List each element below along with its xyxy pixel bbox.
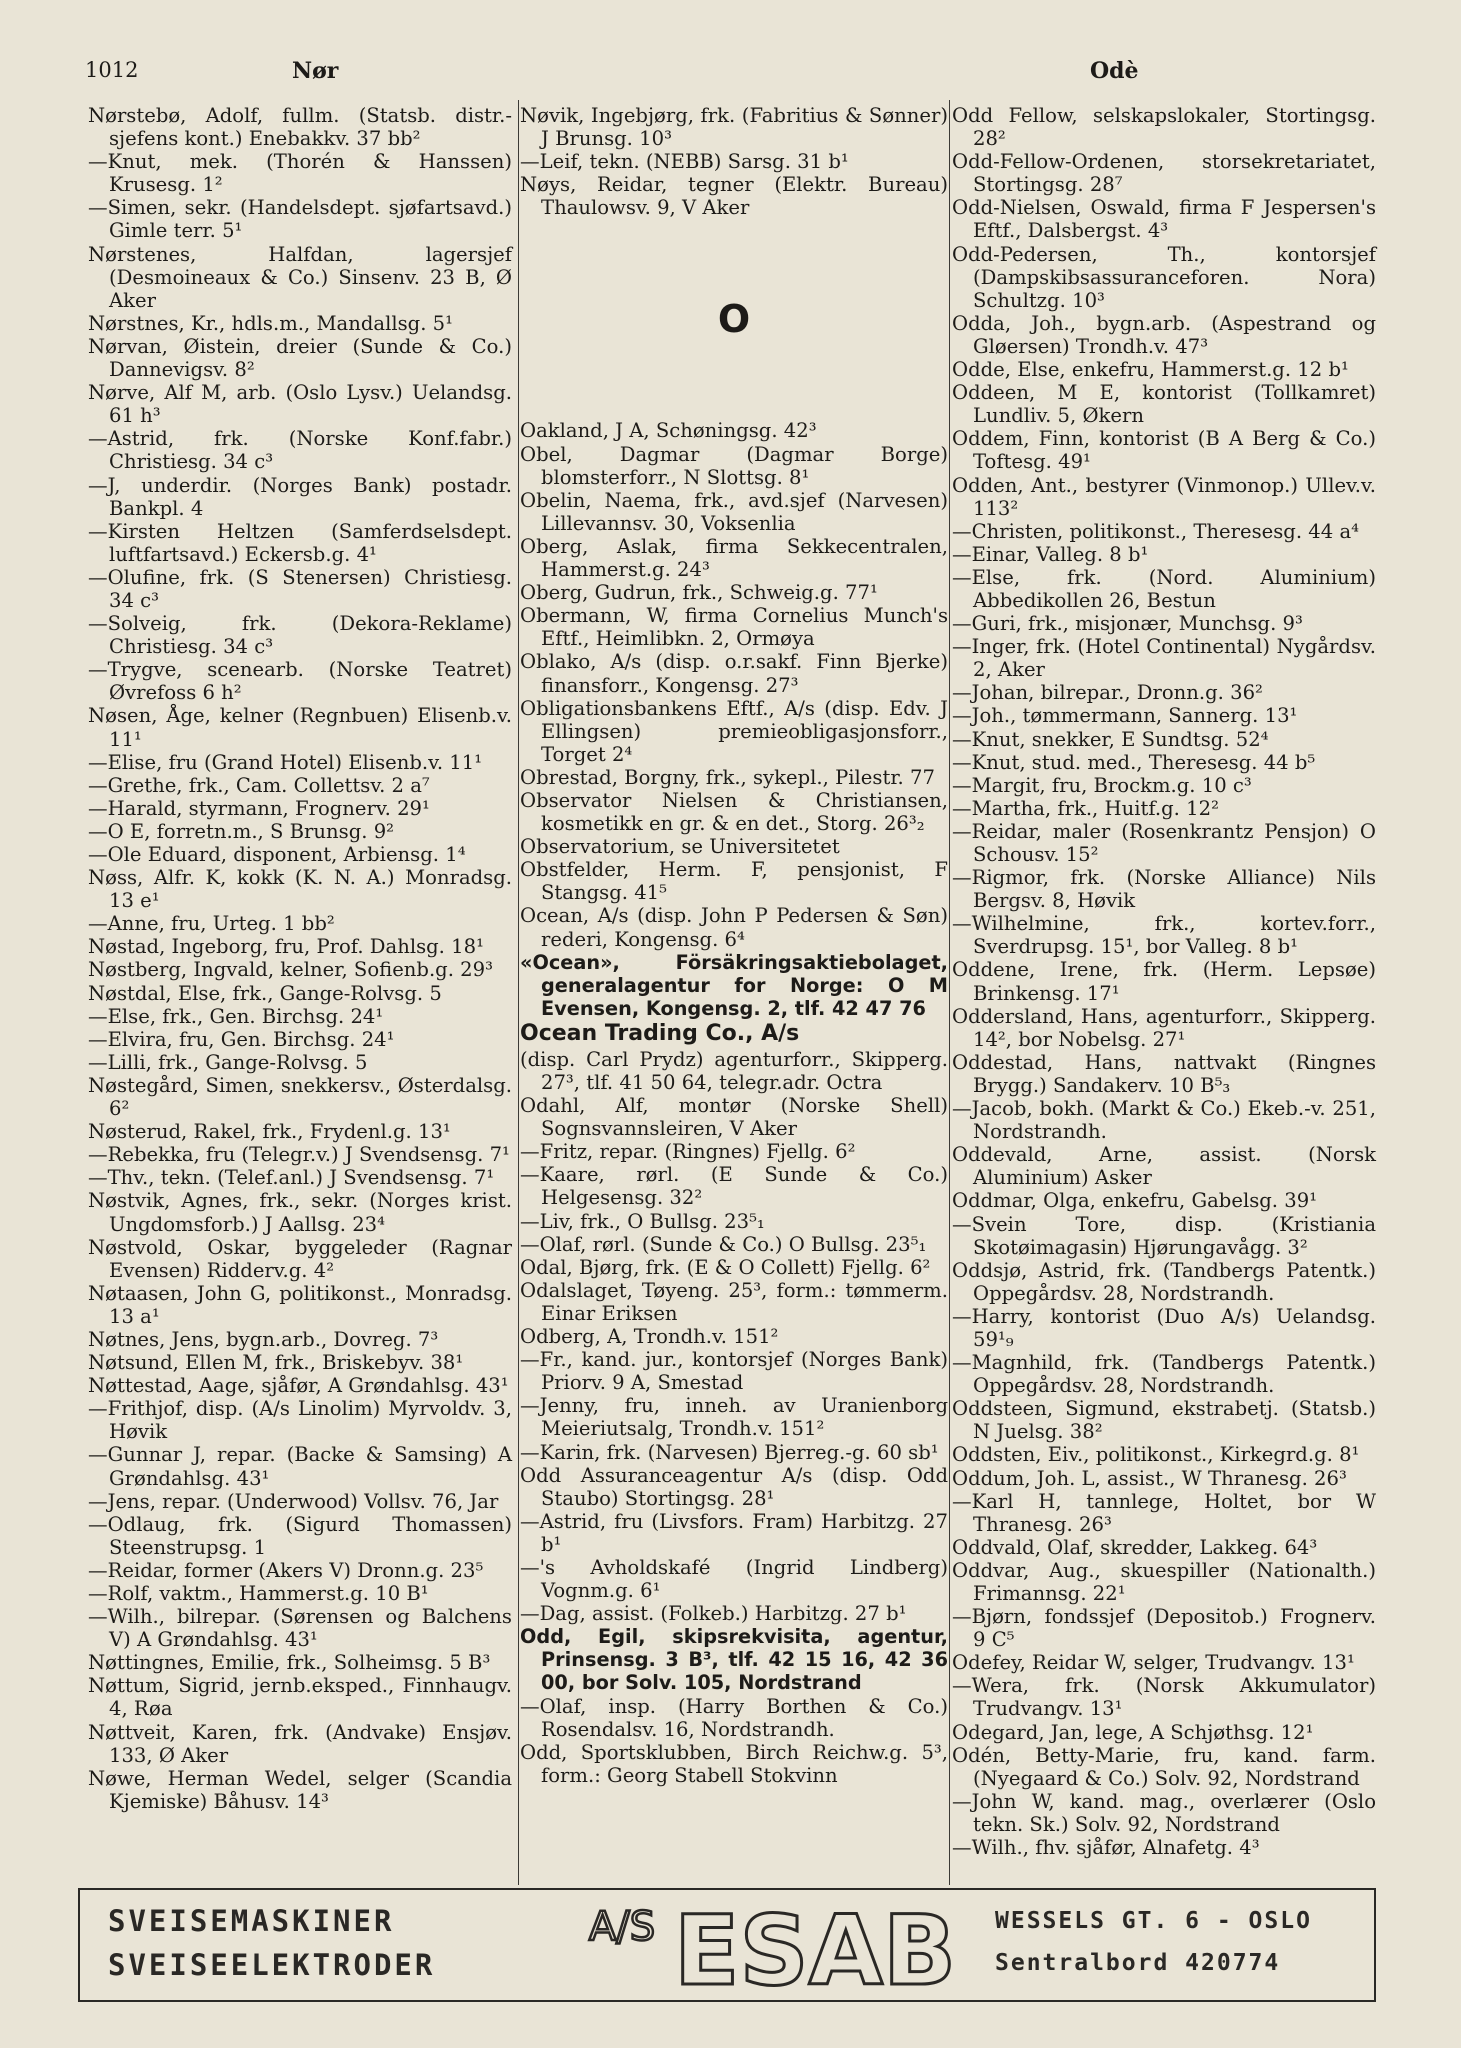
directory-entry: Obel, Dagmar (Dagmar Borge) blomsterforr., N Slottsg. 8¹: [520, 442, 948, 489]
directory-entry: Observator Nielsen & Christiansen, kosmetikk en gr. & en det., Storg. 26³₂: [520, 788, 948, 836]
directory-entry: Nøss, Alfr. K, kokk (K. N. A.) Monradsg. 13 e¹: [88, 866, 512, 913]
column-divider: [518, 100, 519, 1885]
directory-entry: —Rolf, vaktm., Hammerst.g. 10 B¹: [88, 1582, 429, 1605]
directory-entry: —Else, frk., Gen. Birchsg. 24¹: [88, 1004, 384, 1028]
directory-entry: —Thv., tekn. (Telef.anl.) J Svendsensg. 7¹: [88, 1166, 495, 1190]
page-number: 1012: [85, 58, 139, 82]
directory-entry: Ocean, A/s (disp. John P Pedersen & Søn) rederi, Kongensg. 6⁴: [520, 904, 948, 951]
section-letter: O: [717, 297, 751, 342]
directory-entry: —Wilh., fhv. sjåfør, Alnafetg. 4³: [952, 1836, 1260, 1860]
directory-entry: —Karl H, tannlege, Holtet, bor W Thranesg. 26³: [952, 1489, 1376, 1536]
directory-entry: —Elise, fru (Grand Hotel) Elisenb.v. 11¹: [88, 750, 483, 774]
directory-entry: Odegard, Jan, lege, A Schjøthsg. 12¹: [952, 1720, 1314, 1744]
directory-entry: Oddsjø, Astrid, frk. (Tandbergs Patentk.) Oppegårdsv. 28, Nordstrandh.: [952, 1258, 1376, 1305]
directory-entry: —Astrid, fru (Livsfors. Fram) Harbitzg. 27 b¹: [520, 1509, 948, 1556]
directory-entry: Nøys, Reidar, tegner (Elektr. Bureau) Thaulowsv. 9, V Aker: [520, 173, 948, 220]
directory-entry: Nøttestad, Aage, sjåfør, A Grøndahlsg. 43¹: [88, 1374, 509, 1398]
directory-entry: —Leif, tekn. (NEBB) Sarsg. 31 b¹: [520, 150, 849, 174]
directory-entry: —Wera, frk. (Norsk Akkumulator) Trudvangv. 13¹: [952, 1674, 1376, 1721]
directory-entry: —Harald, styrmann, Frognerv. 29¹: [88, 796, 430, 820]
directory-entry: —Astrid, frk. (Norske Konf.fabr.) Christiesg. 34 c³: [88, 427, 512, 474]
directory-entry: Odal, Bjørg, frk. (E & O Collett) Fjellg. 6²: [520, 1255, 931, 1279]
directory-entry: Nørve, Alf M, arb. (Oslo Lysv.) Uelandsg. 61 h³: [88, 381, 512, 428]
directory-entry: —Rigmor, frk. (Norske Alliance) Nils Bergsv. 8, Høvik: [952, 866, 1376, 913]
directory-entry: —Frithjof, disp. (A/s Linolim) Myrvoldv. 3, Høvik: [88, 1397, 512, 1444]
directory-entry: Obligationsbankens Eftf., A/s (disp. Edv. J Ellingsen) premieobligasjonsforr., Torget 2⁴: [520, 696, 948, 766]
directory-entry: —Johan, bilrepar., Dronn.g. 36²: [952, 681, 1263, 705]
directory-entry: Odda, Joh., bygn.arb. (Aspestrand og Gløersen) Trondh.v. 47³: [952, 311, 1376, 358]
directory-entry: —Svein Tore, disp. (Kristiania Skotøimagasin) Hjørungavågg. 3²: [952, 1212, 1376, 1259]
page-header: [0, 58, 1461, 92]
directory-entry: —Elvira, fru, Gen. Birchsg. 24¹: [88, 1027, 395, 1051]
advertisement-banner: [78, 1888, 1376, 2002]
directory-entry: Odden, Ant., bestyrer (Vinmonop.) Ullev.v. 113²: [952, 473, 1376, 520]
directory-entry: Nøttum, Sigrid, jernb.eksped., Finnhaugv. 4, Røa: [88, 1674, 512, 1721]
directory-entry: Nøsen, Åge, kelner (Regnbuen) Elisenb.v. 11¹: [88, 704, 512, 751]
ad-phone: Sentralbord 420774: [995, 1950, 1281, 1976]
directory-entry: —'s Avholdskafé (Ingrid Lindberg) Vognm.g. 6¹: [520, 1555, 948, 1603]
directory-entry: —Reidar, maler (Rosenkrantz Pensjon) O Schousv. 15²: [952, 819, 1376, 866]
directory-entry: Odberg, A, Trondh.v. 151²: [520, 1325, 779, 1349]
directory-entry: Odén, Betty-Marie, fru, kand. farm. (Nyegaard & Co.) Solv. 92, Nordstrand: [952, 1743, 1376, 1790]
directory-entry: Oakland, J A, Schøningsg. 42³: [520, 419, 817, 443]
directory-entry: —Bjørn, fondssjef (Depositob.) Frognerv. 9 C⁵: [952, 1605, 1376, 1652]
directory-entry: —Jacob, bokh. (Markt & Co.) Ekeb.-v. 251, Nordstrandh.: [952, 1097, 1376, 1144]
directory-entry: Nøsterud, Rakel, frk., Frydenl.g. 13¹: [88, 1120, 451, 1144]
directory-entry: Nøstberg, Ingvald, kelner, Sofienb.g. 29³: [88, 958, 493, 982]
ad-address: WESSELS GT. 6 - OSLO: [995, 1908, 1312, 1934]
directory-entry: Obstfelder, Herm. F, pensjonist, F Stangsg. 41⁵: [520, 858, 948, 905]
directory-entry: «Ocean», Försäkringsaktiebolaget, generalagentur for Norge: O M Evensen, Kongensg. 2, tlf. 42 47 76: [520, 950, 948, 1020]
directory-entry: —Margit, fru, Brockm.g. 10 c³: [952, 773, 1252, 797]
directory-entry: Odefey, Reidar W, selger, Trudvangv. 13¹: [952, 1651, 1355, 1675]
directory-entry: Nøstad, Ingeborg, fru, Prof. Dahlsg. 18¹: [88, 935, 484, 959]
column-1: [88, 104, 512, 1813]
directory-entry: —Odlaug, frk. (Sigurd Thomassen) Steenstrupsg. 1: [88, 1512, 512, 1559]
directory-entry: Odd-Nielsen, Oswald, firma F Jespersen's Eftf., Dalsbergst. 4³: [952, 196, 1376, 243]
directory-entry: —Wilh., bilrepar. (Sørensen og Balchens V) A Grøndahlsg. 43¹: [88, 1605, 512, 1652]
directory-entry: Oddvald, Olaf, skredder, Lakkeg. 64³: [952, 1535, 1318, 1559]
directory-entry: Oberg, Gudrun, frk., Schweig.g. 77¹: [520, 581, 878, 605]
directory-entry: Odd Fellow, selskapslokaler, Stortingsg. 28²: [952, 104, 1376, 151]
directory-entry: —Fritz, repar. (Ringnes) Fjellg. 6²: [520, 1140, 856, 1164]
directory-entry: Oddeen, M E, kontorist (Tollkamret) Lundliv. 5, Økern: [952, 381, 1376, 428]
directory-entry: Odd-Pedersen, Th., kontorsjef (Dampskibsassuranceforen. Nora) Schultzg. 10³: [952, 242, 1376, 312]
directory-entry: —Rebekka, fru (Telegr.v.) J Svendsensg. 7¹: [88, 1143, 510, 1167]
directory-entry: Ocean Trading Co., A/s: [520, 1020, 800, 1046]
directory-entry: Oddsteen, Sigmund, ekstrabetj. (Statsb.) N Juelsg. 38²: [952, 1397, 1376, 1444]
directory-entry: —Lilli, frk., Gange-Rolvsg. 5: [88, 1050, 368, 1074]
directory-entry: Nøstdal, Else, frk., Gange-Rolvsg. 5: [88, 981, 442, 1005]
column-divider: [949, 100, 950, 1885]
right-guide-word: Odè: [1090, 58, 1139, 84]
directory-entry: —Anne, fru, Urteg. 1 bb²: [88, 912, 335, 936]
directory-entry: —Simen, sekr. (Handelsdept. sjøfartsavd.) Gimle terr. 5¹: [88, 196, 512, 243]
directory-entry: Nøttingnes, Emilie, frk., Solheimsg. 5 B³: [88, 1651, 491, 1675]
directory-entry: —Martha, frk., Huitf.g. 12²: [952, 796, 1219, 820]
ad-text-welding-machines: SVEISEMASKINER: [108, 1904, 395, 1938]
directory-entry: Nøtnes, Jens, bygn.arb., Dovreg. 7³: [88, 1327, 439, 1351]
directory-entry: —Ole Eduard, disponent, Arbiensg. 1⁴: [88, 843, 466, 866]
directory-entry: —Christen, politikonst., Theresesg. 44 a⁴: [952, 519, 1360, 543]
directory-entry: —Inger, frk. (Hotel Continental) Nygårdsv. 2, Aker: [952, 635, 1376, 682]
directory-entry: —Magnhild, frk. (Tandbergs Patentk.) Oppegårdsv. 28, Nordstrandh.: [952, 1351, 1376, 1398]
directory-entry: —John W, kand. mag., overlærer (Oslo tekn. Sk.) Solv. 92, Nordstrand: [952, 1789, 1376, 1836]
logo-prefix: A/S: [588, 1904, 656, 1950]
directory-entry: —Solveig, frk. (Dekora-Reklame) Christiesg. 34 c³: [88, 612, 512, 659]
directory-entry: Odd Assuranceagentur A/s (disp. Odd Staubo) Stortingsg. 28¹: [520, 1463, 948, 1510]
directory-entry: —O E, forretn.m., S Brunsg. 9²: [88, 819, 395, 843]
directory-entry: —Grethe, frk., Cam. Collettsv. 2 a⁷: [88, 773, 430, 797]
directory-entry: Odd, Egil, skipsrekvisita, agentur, Prinsensg. 3 B³, tlf. 42 15 16, 42 36 00, bor Solv. 105, Nordstrand: [520, 1625, 948, 1695]
directory-entry: —Kaare, rørl. (E Sunde & Co.) Helgesensg. 32²: [520, 1163, 948, 1210]
directory-entry: —Olaf, rørl. (Sunde & Co.) O Bullsg. 23⁵₁: [520, 1232, 927, 1256]
directory-entry: —Olaf, insp. (Harry Borthen & Co.) Rosendalsv. 16, Nordstrandh.: [520, 1694, 948, 1741]
directory-entry: Oberg, Aslak, firma Sekkecentralen, Hammerst.g. 24³: [520, 534, 948, 582]
directory-entry: Odalslaget, Tøyeng. 25³, form.: tømmerm. Einar Eriksen: [520, 1278, 948, 1325]
directory-entry: —Jens, repar. (Underwood) Vollsv. 76, Jar: [88, 1489, 499, 1513]
directory-entry: —Reidar, former (Akers V) Dronn.g. 23⁵: [88, 1558, 484, 1582]
directory-entry: —Kirsten Heltzen (Samferdselsdept. luftfartsavd.) Eckersb.g. 4¹: [88, 519, 512, 566]
directory-entry: Odde, Else, enkefru, Hammerst.g. 12 b¹: [952, 358, 1349, 382]
directory-entry: Nørvan, Øistein, dreier (Sunde & Co.) Dannevigsv. 8²: [88, 334, 512, 382]
directory-entry: (disp. Carl Prydz) agenturforr., Skipperg. 27³, tlf. 41 50 64, telegr.adr. Octra: [520, 1047, 948, 1094]
directory-entry: Nøwe, Herman Wedel, selger (Scandia Kjemiske) Båhusv. 14³: [88, 1766, 512, 1813]
directory-entry: Odd, Sportsklubben, Birch Reichw.g. 5³, form.: Georg Stabell Stokvinn: [520, 1740, 948, 1787]
left-guide-word: Nør: [292, 58, 339, 84]
directory-entry: Observatorium, se Universitetet: [520, 835, 840, 859]
directory-entry: —Else, frk. (Nord. Aluminium) Abbedikollen 26, Bestun: [952, 565, 1376, 612]
directory-entry: Nøstegård, Simen, snekkersv., Østerdalsg. 6²: [88, 1073, 512, 1121]
directory-entry: Nøstvik, Agnes, frk., sekr. (Norges krist. Ungdomsforb.) J Aallsg. 23⁴: [88, 1189, 512, 1236]
directory-entry: Odd-Fellow-Ordenen, storsekretariatet, Stortingsg. 28⁷: [952, 150, 1376, 197]
directory-entry: —Wilhelmine, frk., kortev.forr., Sverdrupsg. 15¹, bor Valleg. 8 b¹: [952, 912, 1376, 959]
directory-entry: Nørstebø, Adolf, fullm. (Statsb. distr.-sjefens kont.) Enebakkv. 37 bb²: [88, 104, 512, 151]
directory-entry: —Knut, snekker, E Sundtsg. 52⁴: [952, 727, 1269, 751]
directory-entry: Oddersland, Hans, agenturforr., Skipperg. 14², bor Nobelsg. 27¹: [952, 1004, 1376, 1051]
directory-entry: —Harry, kontorist (Duo A/s) Uelandsg. 59¹₉: [952, 1304, 1376, 1351]
directory-entry: —Trygve, scenearb. (Norske Teatret) Øvrefoss 6 h²: [88, 658, 512, 705]
directory-entry: —Gunnar J, repar. (Backe & Samsing) A Grøndahlsg. 43¹: [88, 1443, 512, 1490]
directory-entry: Nøtaasen, John G, politikonst., Monradsg. 13 a¹: [88, 1281, 512, 1328]
directory-entry: Oddem, Finn, kontorist (B A Berg & Co.) Toftesg. 49¹: [952, 427, 1376, 474]
directory-entry: Oddene, Irene, frk. (Herm. Lepsøe) Brinkensg. 17¹: [952, 958, 1376, 1005]
directory-entry: Oddestad, Hans, nattvakt (Ringnes Brygg.) Sandakerv. 10 B⁵₃: [952, 1050, 1376, 1097]
directory-entry: Obelin, Naema, frk., avd.sjef (Narvesen) Lillevannsv. 30, Voksenlia: [520, 488, 948, 535]
directory-entry: —Fr., kand. jur., kontorsjef (Norges Bank) Priorv. 9 A, Smestad: [520, 1348, 948, 1395]
directory-entry: —Knut, mek. (Thorén & Hanssen) Krusesg. 1²: [88, 150, 512, 197]
directory-entry: Nøstvold, Oskar, byggeleder (Ragnar Evensen) Ridderv.g. 4²: [88, 1235, 512, 1282]
directory-entry: Oddmar, Olga, enkefru, Gabelsg. 39¹: [952, 1189, 1318, 1213]
directory-entry: —Olufine, frk. (S Stenersen) Christiesg. 34 c³: [88, 565, 512, 612]
directory-entry: —Jenny, fru, inneh. av Uranienborg Meieriutsalg, Trondh.v. 151²: [520, 1394, 948, 1441]
directory-entry: Obrestad, Borgny, frk., sykepl., Pilestr. 77: [520, 765, 935, 789]
directory-entry: —J, underdir. (Norges Bank) postadr. Bankpl. 4: [88, 473, 512, 520]
column-3: [952, 104, 1376, 1859]
directory-entry: —Karin, frk. (Narvesen) Bjerreg.-g. 60 sb¹: [520, 1440, 939, 1464]
directory-entry: Nøvik, Ingebjørg, frk. (Fabritius & Sønner) J Brunsg. 10³: [520, 104, 948, 151]
column-2: [520, 104, 948, 1787]
directory-entry: Oddsten, Eiv., politikonst., Kirkegrd.g. 8¹: [952, 1443, 1360, 1467]
directory-entry: Obermann, W, firma Cornelius Munch's Eftf., Heimlibkn. 2, Ormøya: [520, 604, 948, 651]
logo-wordmark: ESAB: [673, 1895, 957, 1998]
directory-entry: Oddvar, Aug., skuespiller (Nationalth.) Frimannsg. 22¹: [952, 1558, 1376, 1605]
esab-logo: [580, 1894, 980, 1998]
directory-entry: Oddevald, Arne, assist. (Norsk Aluminium) Asker: [952, 1143, 1376, 1190]
directory-entry: Nøtsund, Ellen M, frk., Briskebyv. 38¹: [88, 1351, 464, 1375]
directory-entry: —Knut, stud. med., Theresesg. 44 b⁵: [952, 750, 1316, 774]
directory-entry: —Dag, assist. (Folkeb.) Harbitzg. 27 b¹: [520, 1602, 907, 1626]
directory-entry: Oddum, Joh. L, assist., W Thranesg. 26³: [952, 1466, 1347, 1490]
directory-entry: Nørstnes, Kr., hdls.m., Mandallsg. 5¹: [88, 311, 453, 335]
directory-entry: —Joh., tømmermann, Sannerg. 13¹: [952, 704, 1298, 728]
directory-entry: —Guri, frk., misjonær, Munchsg. 9³: [952, 612, 1303, 636]
ad-text-welding-electrodes: SVEISEELEKTRODER: [108, 1948, 436, 1982]
directory-entry: Nøttveit, Karen, frk. (Andvake) Ensjøv. 133, Ø Aker: [88, 1720, 512, 1767]
directory-entry: Odahl, Alf, montør (Norske Shell) Sognsvannsleiren, V Aker: [520, 1094, 948, 1141]
directory-entry: Oblako, A/s (disp. o.r.sakf. Finn Bjerke) finansforr., Kongensg. 27³: [520, 650, 948, 697]
directory-entry: —Einar, Valleg. 8 b¹: [952, 542, 1149, 566]
directory-entry: Nørstenes, Halfdan, lagersjef (Desmoineaux & Co.) Sinsenv. 23 B, Ø Aker: [88, 242, 512, 312]
directory-entry: —Liv, frk., O Bullsg. 23⁵₁: [520, 1209, 765, 1233]
